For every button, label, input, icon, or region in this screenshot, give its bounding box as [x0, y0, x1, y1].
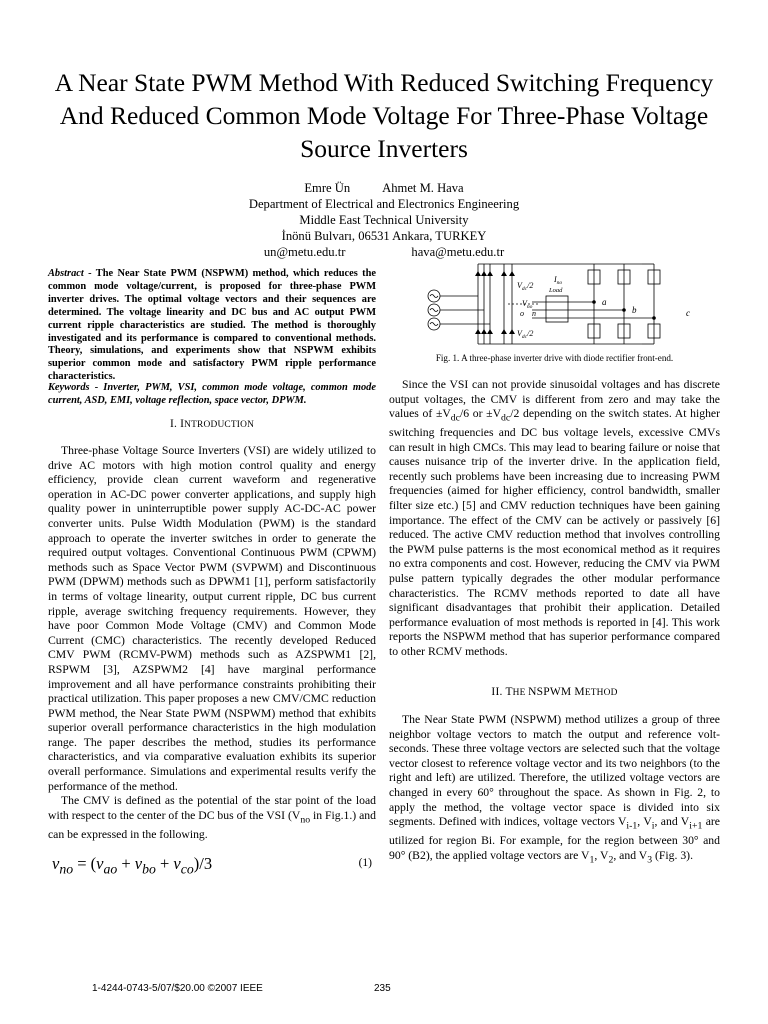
section-title-rest: ETHOD	[584, 688, 618, 698]
eq-symbol: v	[134, 854, 143, 873]
section-title-rest: NTRODUCTION	[184, 420, 255, 430]
figure-label-vdc	[517, 281, 533, 292]
label-v: V	[517, 329, 522, 338]
paragraph-text: The CMV is defined as the potential of the star point of the load with respect to the center of the DC bus of the VSI (V	[48, 794, 376, 822]
paragraph	[389, 713, 720, 868]
figure-label-c: c	[686, 308, 690, 318]
subscript: i+1	[689, 820, 703, 832]
figure-caption: Fig. 1. A three-phase inverter drive with diode rectifier front-end.	[435, 353, 674, 363]
eq-operator: = (	[73, 854, 97, 873]
footer-copyright: 1-4244-0743-5/07/$20.00 ©2007 IEEE	[92, 983, 263, 994]
label-sub: dc	[521, 334, 528, 340]
section-heading-nspwm	[389, 686, 720, 698]
figure-label-a: a	[602, 297, 607, 307]
subscript: 1	[589, 854, 595, 865]
section-title-rest: HE	[512, 688, 529, 698]
label-i: I	[554, 275, 557, 284]
keywords: Keywords - Inverter, PWM, VSI, common mode voltage, common mode current, ASD, EMI, voltage reflection, space vector, DPWM.	[48, 382, 376, 406]
subscript: i-1	[626, 820, 638, 832]
section-title-first: T	[505, 686, 513, 698]
paragraph-text: , V	[594, 848, 609, 862]
paragraph	[389, 378, 720, 660]
paragraph	[48, 794, 376, 842]
figure-label-vdc-bottom	[517, 329, 533, 340]
inverter-circuit-diagram	[414, 258, 706, 350]
nspwm-body	[389, 713, 720, 868]
paragraph-text: /6 or ±V	[460, 407, 502, 421]
label-half: /2	[527, 281, 534, 290]
author-email: hava@metu.edu.tr	[411, 245, 505, 259]
eq-subscript: ao	[103, 861, 118, 877]
figure-label-n: n	[532, 309, 536, 318]
paragraph-text: /2 depending on the switch states. At higher switching frequencies and DC bus voltage levels, excessive CMVs can result in high CMCs. This may lead to bearing failure or noise that causes nuisance trip of the inverter drive. In the application field, recently such problems have been increasing due to increasing PWM frequencies (aimed for higher efficiency, control bandwidth, smaller filter size etc.) [5] and CMV reduction techniques have been gaining importance. The effect of the CMV can be actively or passively [6] reduced. The active CMV reduction method that involves controlling the PWM pulse patterns is the most economical method as it requires no extra components and cost. However, reducing the CMV via PWM pulse pattern typically degrades the other modular performance characteristics. The RCMV methods reported to date all have significant disadvantages that prohibit their application. Detailed performance evaluation of most methods is reported in [4]. This work reports the NSPWM method that has superior performance compared to other RCMV methods.	[389, 407, 720, 659]
eq-symbol: v	[96, 854, 104, 873]
figure-label-b: b	[632, 305, 637, 315]
introduction-body	[48, 444, 376, 842]
equation-number: (1)	[358, 857, 372, 869]
abstract-text: - The Near State PWM (NSPWM) method, which reduces the common mode voltage/current, is proposed for three-phase PWM inverter drives. The optimal voltage vectors and their sequences are determined. The voltage linearity and DC bus and AC output PWM current ripple characteristics are studied. The method is thoroughly investigated and its performance is compared to conventional methods. Theory, simulations, and experiments show that NSPWM exhibits superior common mode and satisfactory PWM ripple performance characteristics.	[48, 268, 376, 383]
author-name: Ahmet M. Hava	[382, 181, 464, 195]
paragraph: Three-phase Voltage Source Inverters (VSI) are widely utilized to drive AC motors with high motion control quality and energy efficiency, provide clean current waveform and regenerative operation in AC-DC power converter applications, and supply high quality power in uninterruptible power supply AC-DC-AC power converter units. Pulse Width Modulation (PWM) is the standard approach to operate the inverter switches in order to generate the required output voltages. Conventional Continuous PWM (CPWM) methods such as Space Vector PWM (SVPWM) and Discontinuous PWM (DPWM) methods such as DPWM1 [1], perform satisfactorily in terms of voltage linearity, output current ripple, DC bus current ripple, average switching frequency requirements. However, they have poor Common Mode Voltage (CMV) and Common Mode Current (CMC) characteristics. The recently developed Reduced CMV PWM (RCMV-PWM) methods such as AZSPWM1 [2], RSPWM [3], AZSPWM2 [4] have marginal performance improvement and all have performance constraints prohibiting their practical utilization. This paper proposes a new CMV/CMC reduction PWM method, the Near State PWM (NSPWM) method that exhibits superior overall performance characteristics in the high modulation range. The paper describes the method, studies its performance characteristics, and via comparative evaluation exhibits its superior overall performance. Simulations and experimental results verify the performance of the method.	[48, 444, 376, 793]
right-column-intro	[389, 378, 720, 660]
eq-subscript: no	[59, 861, 74, 877]
author-block	[0, 180, 768, 260]
equation-expression: $v_{no} = (v_{ao} + v_{bo} + v_{co})/3$	[52, 854, 213, 877]
label-sub: no	[556, 280, 563, 286]
author-department: Department of Electrical and Electronics Engineering	[248, 197, 520, 211]
author-name: Emre Ün	[304, 181, 351, 195]
paragraph-text: , and V	[613, 848, 648, 862]
section-title-first: I	[180, 418, 185, 430]
label-sub: dc	[521, 286, 528, 292]
author-university: Middle East Technical University	[299, 213, 469, 227]
section-heading-introduction	[48, 418, 376, 430]
page-number: 235	[374, 983, 391, 994]
eq-operator: )/3	[193, 854, 213, 873]
paragraph-text: Since the VSI can not provide sinusoidal voltages and has discrete output voltages, the CMV is different from zero and may take the values of ±V	[389, 378, 720, 421]
paragraph-text: are utilized for region Bi. For example, for the region between 30° and 90° (B2), the applied voltage vectors are V	[389, 815, 720, 862]
figure-label-load: Load	[549, 287, 563, 294]
label-half: /2	[527, 329, 534, 338]
subscript: dc	[501, 412, 511, 424]
author-names	[0, 180, 768, 196]
figure-label-ino	[553, 275, 562, 286]
label-v: V	[522, 299, 527, 308]
label-sub: no	[526, 304, 533, 310]
eq-subscript: bo	[142, 861, 156, 877]
subscript: no	[300, 814, 311, 826]
paper-title: A Near State PWM Method With Reduced Switching Frequency And Reduced Common Mode Voltage For Three-Phase Voltage Source Inverters	[54, 68, 714, 163]
section-number: I.	[169, 418, 178, 430]
subscript: 2	[608, 854, 614, 865]
eq-symbol: v	[173, 854, 181, 873]
paragraph-text: in Fig.1.) and can be expressed in the following.	[48, 808, 376, 841]
abstract-label: Abstract	[48, 268, 84, 279]
subscript: 3	[647, 854, 653, 865]
subscript: dc	[450, 412, 460, 424]
paragraph-text: (Fig. 3).	[652, 848, 693, 862]
author-email: un@metu.edu.tr	[263, 245, 346, 259]
figure-label-o: o	[520, 309, 524, 318]
equation-1	[48, 854, 376, 876]
author-address: İnönü Bulvarı, 06531 Ankara, TURKEY	[281, 229, 487, 243]
eq-symbol: v	[52, 854, 60, 873]
subscript: i	[651, 820, 655, 832]
paragraph-text: The Near State PWM (NSPWM) method utilizes a group of three neighbor voltage vectors to match the output and reference volt-seconds. These three voltage vectors are selected such that the voltage vector closest to reference voltage vector and its two neighbors (to the right and left) are utilized. Therefore, the utilized voltage vectors are changed in every 60° throughout the space. As shown in Fig. 2, to apply the method, the voltage vector space is divided into six segments. Defined with indices, voltage vectors V	[389, 713, 720, 829]
abstract	[48, 268, 376, 384]
paragraph-text: , V	[637, 815, 652, 829]
section-title-rest: NSPWM M	[528, 686, 585, 698]
section-number: II.	[491, 686, 503, 698]
label-v: V	[517, 281, 522, 290]
eq-subscript: co	[180, 861, 194, 877]
paragraph-text: , and V	[654, 815, 690, 829]
